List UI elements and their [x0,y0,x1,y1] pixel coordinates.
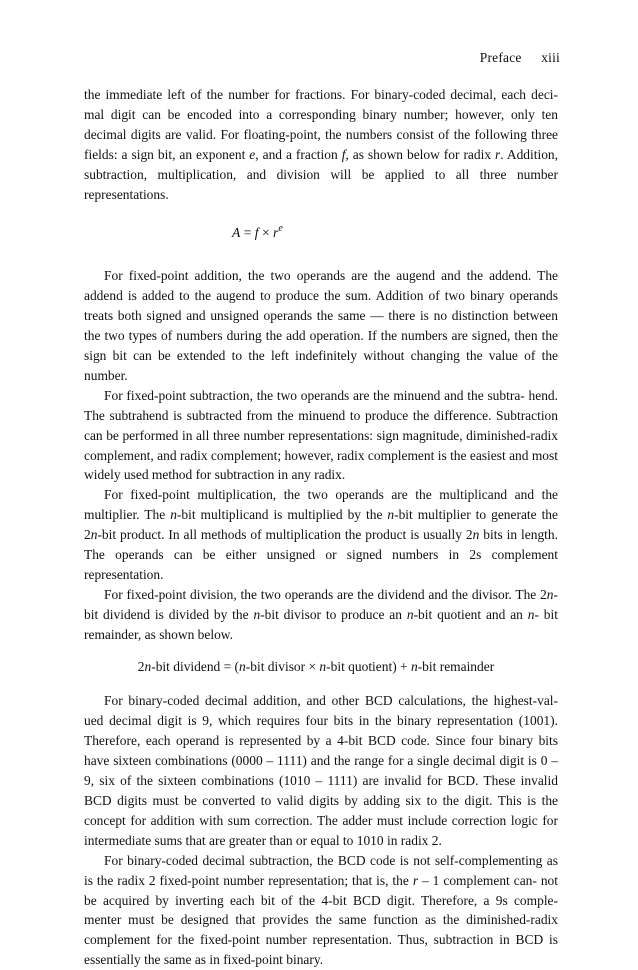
variable-n: n [170,507,177,523]
eq-text: 2 [137,658,145,674]
paragraph-bcd-addition: For binary-coded decimal addition, and other BCD calculations, the highest-val- ued decimal digit is 9, which requires four bits in the binary representation (1001). Therefore, each operand is represented by a 4-bit BCD code. Since four binary bits have sixteen combinations (0000 – 1111) and the range for a single decimal digit is 0 – 9, six of the sixteen combinations (1010 – 1111) are invalid for BCD. These invalid BCD digits must be converted to valid digits by adding six to the digit. This is the concept for addition with sum correction. The adder must include correction logic for intermediate sums that are greater than or equal to 1010 in radix 2. [84,693,558,848]
variable-n: n [319,658,327,674]
variable-n: n [144,658,152,674]
paragraph-fixed-point-addition: For fixed-point addition, the two operands are the augend and the addend. The addend is added to the augend to produce the sum. Addition of two binary operands treats both signed and unsigned operands the same — there is no distinction between the two types of numbers during the add operation. If the numbers are signed, then the sign bit can be extended to the left indefinitely without changing the value of the number. [84,268,558,383]
text-run: the immediate left of the number for fractions. For binary-coded decimal, each deci- mal digit can be encoded into a corresponding binary number; however, only ten decimal digits are valid. For floating-point, the numbers consist of the following three fields: a sign bit, an exponent [84,87,558,162]
text-run: -bit multiplier to generate the 2 [84,507,558,543]
section-title: Preface [479,50,522,65]
division-equation [84,657,558,677]
eq-equals: = [240,225,255,241]
paragraph-fixed-point-subtraction: For fixed-point subtraction, the two operands are the minuend and the subtra- hend. The subtrahend is subtracted from the minuend to produce the difference. Subtraction can be performed in all three number representations: sign magnitude, diminished-radix complement, and radix complement; however, radix complement is the easiest and most widely used method for subtraction in any radix. [84,387,558,483]
paragraph-fixed-point-multiplication [84,485,558,585]
text-run: -bit dividend is divided by the [84,586,558,622]
paragraph-bcd-subtraction [84,851,558,970]
variable-n: n [546,586,554,602]
text-run: , as shown below for radix [345,146,496,162]
floating-point-equation [84,219,558,243]
text-run: - bit remainder, as shown below. [84,606,558,642]
text-run: – 1 complement can- not be acquired by inverting each bit of the 4-bit BCD digit. Therefore, a 9s comple- menter must be designed that provides the same function as the diminished-radix complement for the fixed-point number representation. Thus, subtraction in BCD is essentially the same as in fixed-point binary. [84,872,558,968]
variable-n: n [472,527,480,543]
eq-exponent: e [278,223,283,235]
page-body [84,85,558,970]
text-run: , and a fraction [255,146,342,162]
variable-n: n [410,658,418,674]
eq-text: -bit quotient) + [326,658,411,674]
text-run: -bit product. In all methods of multiplication the product is usually 2 [97,527,473,543]
eq-times: × [258,225,274,241]
variable-e: e [249,146,256,162]
eq-text: -bit divisor × [245,658,320,674]
eq-fraction: f [254,225,259,241]
variable-n: n [253,606,261,622]
variable-n: n [239,658,246,674]
text-run: For binary-coded decimal subtraction, the BCD code is not self-complementing as is the radix 2 fixed-point number representation; that is, the [84,852,558,888]
text-run: bits in length. The operands can be either unsigned or signed numbers in 2s complement representation. [84,527,558,582]
text-run: For fixed-point multiplication, the two operands are the multiplicand and the multiplier. The [84,487,558,523]
text-run: . Addition, subtraction, multiplication, and division will be applied to all three number representations. [84,146,559,202]
text-run: -bit multiplicand is multiplied by the [176,507,388,523]
variable-n: n [387,507,395,523]
text-run: -bit divisor to produce an [260,606,407,622]
eq-text: -bit remainder [417,658,495,674]
variable-n: n [406,606,414,622]
paragraph-number-representations [84,85,558,204]
paragraph-fixed-point-division [84,585,558,645]
page-number: xiii [541,50,560,65]
text-run: For fixed-point division, the two operands are the dividend and the divisor. The 2 [104,586,547,602]
variable-r: r [412,872,419,888]
variable-f: f [341,146,346,162]
eq-lhs: A [232,225,241,241]
running-header [480,50,560,66]
eq-text: -bit dividend = ( [151,658,240,674]
variable-r: r [495,146,501,162]
eq-radix: r [273,225,279,241]
variable-n: n [90,527,98,543]
text-run: -bit quotient and an [413,606,528,622]
variable-n: n [527,606,535,622]
